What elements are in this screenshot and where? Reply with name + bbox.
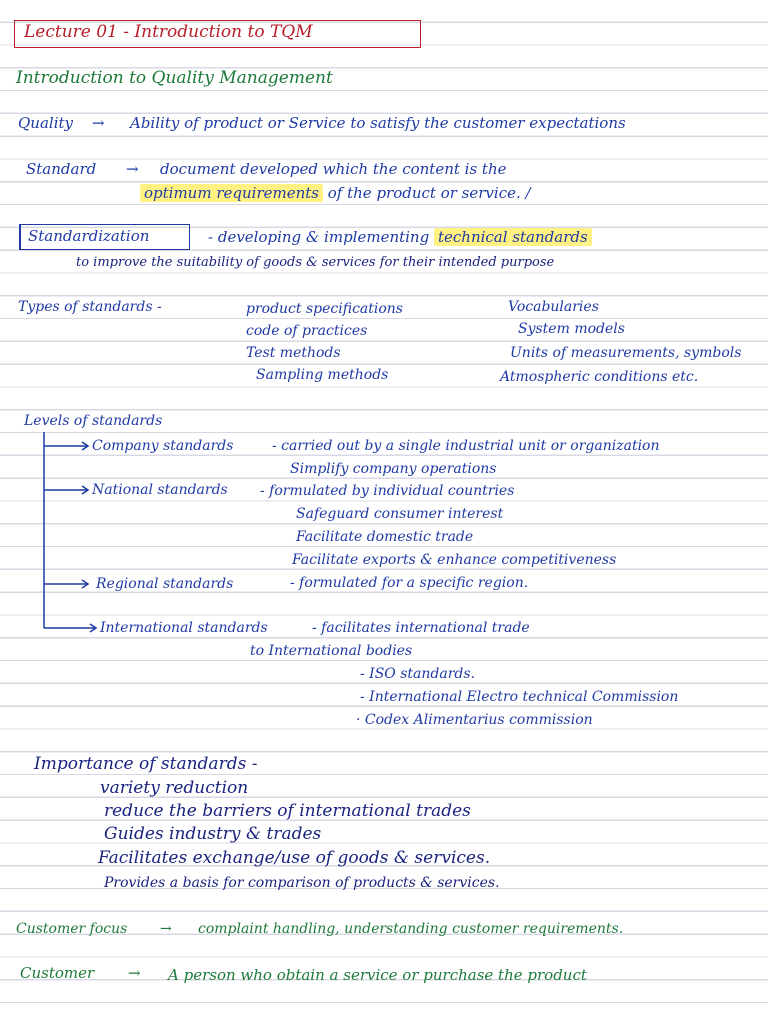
types-item: Sampling methods bbox=[256, 367, 389, 383]
standardization-line1-text: - developing & implementing bbox=[208, 228, 430, 246]
standard-term: Standard bbox=[26, 160, 97, 178]
types-item: Test methods bbox=[246, 345, 341, 361]
company-line2: Simplify company operations bbox=[290, 461, 497, 477]
national-standards: National standards bbox=[92, 482, 228, 498]
types-item: code of practices bbox=[246, 323, 368, 339]
national-line4: Facilitate exports & enhance competitiveness bbox=[292, 552, 617, 568]
types-item: Vocabularies bbox=[508, 299, 599, 315]
importance-label: Importance of standards - bbox=[34, 754, 258, 774]
standardization-line2: to improve the suitability of goods & services for their intended purpose bbox=[76, 255, 555, 270]
arrow-icon: → bbox=[92, 114, 105, 132]
levels-label: Levels of standards bbox=[24, 413, 163, 429]
importance-item: Provides a basis for comparison of products & services. bbox=[104, 875, 500, 891]
customer-focus-definition: complaint handling, understanding customer requirements. bbox=[198, 921, 624, 937]
customer-focus-term: Customer focus bbox=[16, 921, 128, 937]
arrow-icon: → bbox=[126, 160, 139, 178]
national-line2: Safeguard consumer interest bbox=[296, 506, 504, 522]
arrow-icon: → bbox=[128, 964, 141, 982]
importance-item: Facilitates exchange/use of goods & services. bbox=[98, 848, 491, 868]
international-body: · Codex Alimentarius commission bbox=[356, 712, 593, 728]
types-item: Atmospheric conditions etc. bbox=[500, 369, 699, 385]
quality-term: Quality bbox=[18, 114, 73, 132]
company-line1: - carried out by a single industrial unit or organization bbox=[272, 438, 660, 454]
international-line2: to International bodies bbox=[250, 643, 413, 659]
international-body: - ISO standards. bbox=[360, 666, 476, 682]
international-body: - International Electro technical Commission bbox=[360, 689, 679, 705]
types-item: System models bbox=[518, 321, 625, 337]
quality-definition: Ability of product or Service to satisfy the customer expectations bbox=[130, 114, 626, 132]
national-line3: Facilitate domestic trade bbox=[296, 529, 474, 545]
customer-term: Customer bbox=[20, 964, 95, 982]
section-heading: Introduction to Quality Management bbox=[16, 68, 333, 88]
customer-definition: A person who obtain a service or purchase the product bbox=[168, 966, 587, 984]
national-line1: - formulated by individual countries bbox=[260, 483, 515, 499]
international-line1: - facilitates international trade bbox=[312, 620, 530, 636]
standard-line2-rest: of the product or service. / bbox=[327, 184, 531, 202]
regional-line1: - formulated for a specific region. bbox=[290, 575, 529, 591]
highlight-technical: technical standards bbox=[434, 228, 592, 246]
importance-item: variety reduction bbox=[100, 778, 249, 798]
standard-line1: document developed which the content is the bbox=[160, 160, 507, 178]
arrow-icon: → bbox=[160, 921, 172, 937]
importance-item: reduce the barriers of international trades bbox=[104, 801, 471, 821]
importance-item: Guides industry & trades bbox=[104, 824, 322, 844]
types-label: Types of standards - bbox=[18, 299, 162, 315]
types-item: product specifications bbox=[246, 301, 403, 317]
regional-standards: Regional standards bbox=[96, 576, 234, 592]
international-standards: International standards bbox=[100, 620, 268, 636]
highlight-optimum: optimum requirements bbox=[140, 184, 323, 202]
lecture-title: Lecture 01 - Introduction to TQM bbox=[24, 22, 313, 42]
standardization-term: Standardization bbox=[28, 227, 150, 245]
company-standards: Company standards bbox=[92, 438, 234, 454]
types-item: Units of measurements, symbols bbox=[510, 345, 742, 361]
